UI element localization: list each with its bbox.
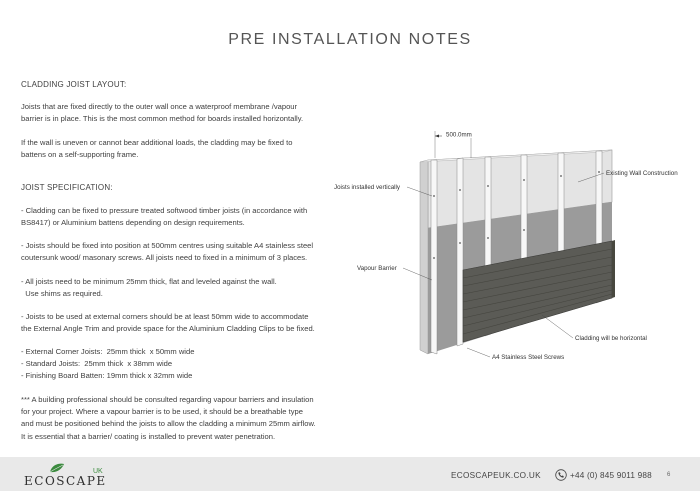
footer — [0, 457, 700, 491]
screw — [523, 229, 525, 231]
installation-diagram — [300, 118, 700, 368]
screw — [487, 185, 489, 187]
layout-heading: CLADDING JOIST LAYOUT: — [21, 80, 127, 89]
spec-item-2: - Joists should be fixed into position at 500mm centres using suitable A4 stainless steel coutersunk wood/ masonary screws. All joists need to fixed in a minimum of 3 places. — [21, 241, 314, 263]
label-screws: A4 Stainless Steel Screws — [492, 354, 565, 361]
layout-paragraph-1: Joists that are fixed directly to the outer wall once a waterproof membrane /vapour barrier is in place. This is the most common method for boards installed horizontally. — [21, 102, 304, 124]
label-wall: Existing Wall Construction — [606, 170, 678, 177]
dimension-marker — [435, 130, 474, 158]
screw — [487, 237, 489, 239]
leader-screws — [467, 348, 490, 357]
spec-note: *** A building professional should be consulted regarding vapour barriers and insulation for your project. Where a vapour barrier is to be used, it should be a breathable type and must be positioned behind the joists to allow the cladding a minimum 25mm airflow. It is essential that a barrier/ coating is installed to prevent water penetration. — [21, 395, 316, 441]
spec-sizes: - External Corner Joists: 25mm thick x 50mm wide - Standard Joists: 25mm thick x 38mm wide - Finishing Board Batten: 19mm thick x 32mm wide — [21, 347, 195, 381]
ecoscape-logo[interactable] — [22, 460, 122, 490]
dimension-arrow-left — [435, 135, 439, 138]
screw — [523, 179, 525, 181]
label-cladding: Cladding will be horizontal — [575, 335, 647, 342]
wall-edge — [420, 160, 428, 354]
joist — [431, 160, 437, 354]
screw — [459, 242, 461, 244]
dimension-label: 500.0mm — [446, 131, 472, 139]
leader-cladding — [542, 315, 573, 338]
spec-heading: JOIST SPECIFICATION: — [21, 183, 113, 192]
screw — [433, 257, 435, 259]
website-link[interactable]: ECOSCAPEUK.CO.UK — [451, 471, 541, 480]
phone-number[interactable]: +44 (0) 845 9011 988 — [570, 471, 652, 480]
spec-item-1: - Cladding can be fixed to pressure treated softwood timber joists (in accordance with BS8417) or Aluminium battens depending on design requirements. — [21, 206, 308, 228]
label-vapour: Vapour Barrier — [357, 265, 397, 272]
logo-suffix: UK — [93, 468, 103, 475]
layout-paragraph-2: If the wall is uneven or cannot bear additional loads, the cladding may be fixed to battens on a self-supporting frame. — [21, 138, 293, 160]
logo-text: ECOSCAPE — [24, 474, 107, 488]
screw — [560, 175, 562, 177]
spec-item-3: - All joists need to be minimum 25mm thick, flat and leveled against the wall. Use shims as required. — [21, 277, 277, 299]
screw — [598, 171, 600, 173]
page-number: 6 — [667, 472, 671, 478]
joist — [457, 158, 463, 346]
page-title: PRE INSTALLATION NOTES — [228, 31, 472, 48]
spec-item-4: - Joists to be used at external corners should be at least 50mm wide to accommodate the External Angle Trim and provide space for the Aluminium Cladding Clips to be fixed. — [21, 312, 315, 334]
phone-icon — [555, 469, 567, 481]
screw — [459, 189, 461, 191]
cladding-edge — [612, 240, 615, 298]
screw — [433, 195, 435, 197]
label-joists: Joists installed vertically — [334, 184, 401, 191]
